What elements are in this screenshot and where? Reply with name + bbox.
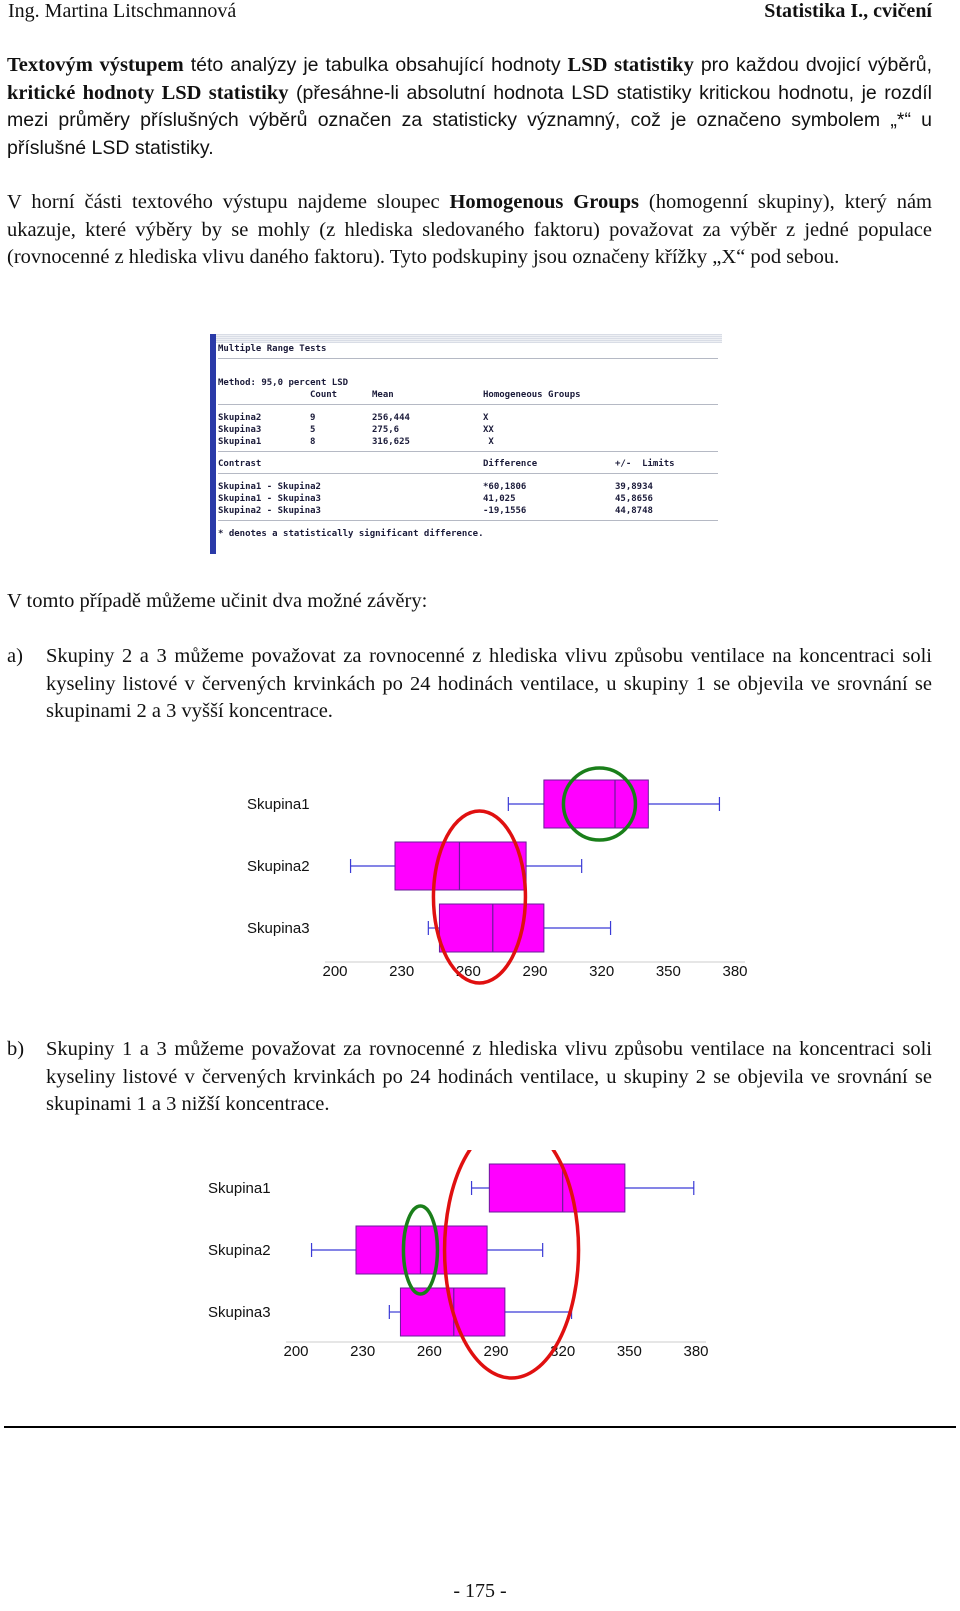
sg-contrast-pair: Skupina1 - Skupina3 bbox=[218, 494, 321, 504]
x-tick-label: 200 bbox=[322, 963, 348, 980]
conclusion-b-label: b) bbox=[7, 1038, 25, 1060]
sg-group-name: Skupina1 bbox=[218, 437, 262, 447]
sg-col-count: Count bbox=[310, 390, 338, 400]
sg-method: Method: 95,0 percent LSD bbox=[218, 378, 349, 388]
x-tick-label: 380 bbox=[722, 963, 748, 980]
sg-rule bbox=[218, 473, 718, 474]
conclusion-intro: V tomto případě můžeme učinit dva možné závěry: bbox=[7, 590, 428, 612]
page-number: - 175 - bbox=[453, 1580, 507, 1602]
x-tick-label: 260 bbox=[455, 963, 481, 980]
x-tick-label: 320 bbox=[550, 1343, 576, 1360]
intro-text-3: (přesáhne-li absolutní hodnota LSD statistiky kritickou hodnotu, je rozdíl mezi průměry příslušných výběrů označen za statisticky významný, což je označeno symbolem „*“ u příslušné LSD statistiky. bbox=[7, 81, 932, 159]
sg-group-name: Skupina2 bbox=[218, 413, 262, 423]
sg-title: Multiple Range Tests bbox=[218, 344, 327, 354]
sg-group-marks: XX bbox=[483, 425, 494, 435]
sg-col-difference: Difference bbox=[483, 459, 538, 469]
category-label: Skupina2 bbox=[247, 858, 310, 875]
x-tick-label: 380 bbox=[683, 1343, 709, 1360]
sg-col-limits: +/- Limits bbox=[615, 459, 675, 469]
intro-text-1: této analýzy je tabulka obsahující hodnoty bbox=[183, 54, 568, 76]
sg-rule bbox=[218, 358, 718, 359]
x-tick-label: 260 bbox=[416, 1343, 442, 1360]
boxplot-chart-a bbox=[235, 758, 770, 1003]
conclusion-b bbox=[7, 1036, 932, 1119]
header-course: Statistika I., cvičení bbox=[764, 0, 932, 22]
intro-paragraph-2 bbox=[7, 189, 932, 272]
highlight-ellipse-red bbox=[433, 811, 525, 983]
sg-group-name: Skupina3 bbox=[218, 425, 262, 435]
box-iqr bbox=[439, 904, 543, 952]
sg-group-marks: X bbox=[483, 413, 489, 423]
footer-rule bbox=[4, 1426, 956, 1428]
intro-bold-1: Textovým výstupem bbox=[7, 54, 184, 76]
x-tick-label: 350 bbox=[655, 963, 681, 980]
intro-text-4: V horní části textového výstupu najdeme sloupec bbox=[7, 191, 450, 213]
sg-contrast-diff: *60,1806 bbox=[483, 482, 527, 492]
sg-col-groups: Homogeneous Groups bbox=[483, 390, 581, 400]
statgraphics-left-edge bbox=[210, 334, 216, 554]
sg-col-mean: Mean bbox=[372, 390, 394, 400]
box-iqr bbox=[395, 842, 526, 890]
intro-text-2: pro každou dvojicí výběrů, bbox=[693, 54, 933, 76]
sg-group-mean: 256,444 bbox=[372, 413, 410, 423]
conclusion-a-label: a) bbox=[7, 645, 23, 667]
sg-contrast-pair: Skupina2 - Skupina3 bbox=[218, 506, 321, 516]
category-label: Skupina1 bbox=[208, 1180, 271, 1197]
x-tick-label: 230 bbox=[350, 1343, 376, 1360]
sg-group-mean: 316,625 bbox=[372, 437, 410, 447]
statgraphics-titlebar bbox=[210, 334, 722, 343]
intro-bold-4: Homogenous Groups bbox=[449, 191, 639, 213]
sg-rule bbox=[218, 520, 718, 521]
statgraphics-output bbox=[210, 334, 722, 554]
sg-contrast-pair: Skupina1 - Skupina2 bbox=[218, 482, 321, 492]
sg-group-count: 8 bbox=[310, 437, 316, 447]
x-tick-label: 230 bbox=[389, 963, 415, 980]
intro-bold-3: kritické hodnoty LSD statistiky bbox=[7, 81, 289, 104]
sg-group-count: 9 bbox=[310, 413, 316, 423]
category-label: Skupina2 bbox=[208, 1242, 271, 1259]
sg-contrast-diff: 41,025 bbox=[483, 494, 516, 504]
conclusion-a-text: Skupiny 2 a 3 můžeme považovat za rovnocenné z hlediska vlivu způsobu ventilace na koncentraci soli kyseliny listové v červených krvinkách po 24 hodinách ventilace, u skupiny 1 se objevila ve srovnání se skupinami 2 a 3 vyšší koncentrace. bbox=[46, 645, 932, 722]
x-tick-label: 320 bbox=[589, 963, 615, 980]
sg-rule bbox=[218, 451, 718, 452]
sg-contrast-limits: 45,8656 bbox=[615, 494, 653, 504]
sg-footnote: * denotes a statistically significant difference. bbox=[218, 529, 484, 539]
sg-rule bbox=[218, 404, 718, 405]
x-tick-label: 290 bbox=[483, 1343, 509, 1360]
page-header bbox=[8, 0, 932, 28]
header-author: Ing. Martina Litschmannová bbox=[8, 0, 237, 22]
sg-contrast-limits: 44,8748 bbox=[615, 506, 653, 516]
sg-col-contrast: Contrast bbox=[218, 459, 262, 469]
intro-paragraph-1 bbox=[7, 52, 932, 162]
x-tick-label: 350 bbox=[616, 1343, 642, 1360]
conclusion-a bbox=[7, 643, 932, 726]
intro-bold-2: LSD statistiky bbox=[567, 54, 694, 76]
box-iqr bbox=[489, 1164, 625, 1212]
sg-group-mean: 275,6 bbox=[372, 425, 400, 435]
sg-group-marks: X bbox=[483, 437, 494, 447]
sg-contrast-limits: 39,8934 bbox=[615, 482, 653, 492]
category-label: Skupina3 bbox=[247, 920, 310, 937]
x-tick-label: 200 bbox=[283, 1343, 309, 1360]
category-label: Skupina3 bbox=[208, 1304, 271, 1321]
box-iqr bbox=[356, 1226, 487, 1274]
sg-group-count: 5 bbox=[310, 425, 316, 435]
x-tick-label: 290 bbox=[522, 963, 548, 980]
category-label: Skupina1 bbox=[247, 796, 310, 813]
sg-contrast-diff: -19,1556 bbox=[483, 506, 527, 516]
conclusion-b-text: Skupiny 1 a 3 můžeme považovat za rovnocenné z hlediska vlivu způsobu ventilace na koncentraci soli kyseliny listové v červených krvinkách po 24 hodinách ventilace, u skupiny 2 se objevila ve srovnání se skupinami 1 a 3 nižší koncentrace. bbox=[46, 1038, 932, 1115]
intro-text-5: (homogenní skupiny), který nám ukazuje, které výběry by se mohly (z hlediska sledovaného faktoru) považovat za výběr z jedné populace (rovnocenné z hlediska vlivu daného faktoru). Tyto podskupiny jsou označeny křížky „X“ pod sebou. bbox=[7, 191, 932, 268]
boxplot-chart-b bbox=[196, 1150, 741, 1405]
